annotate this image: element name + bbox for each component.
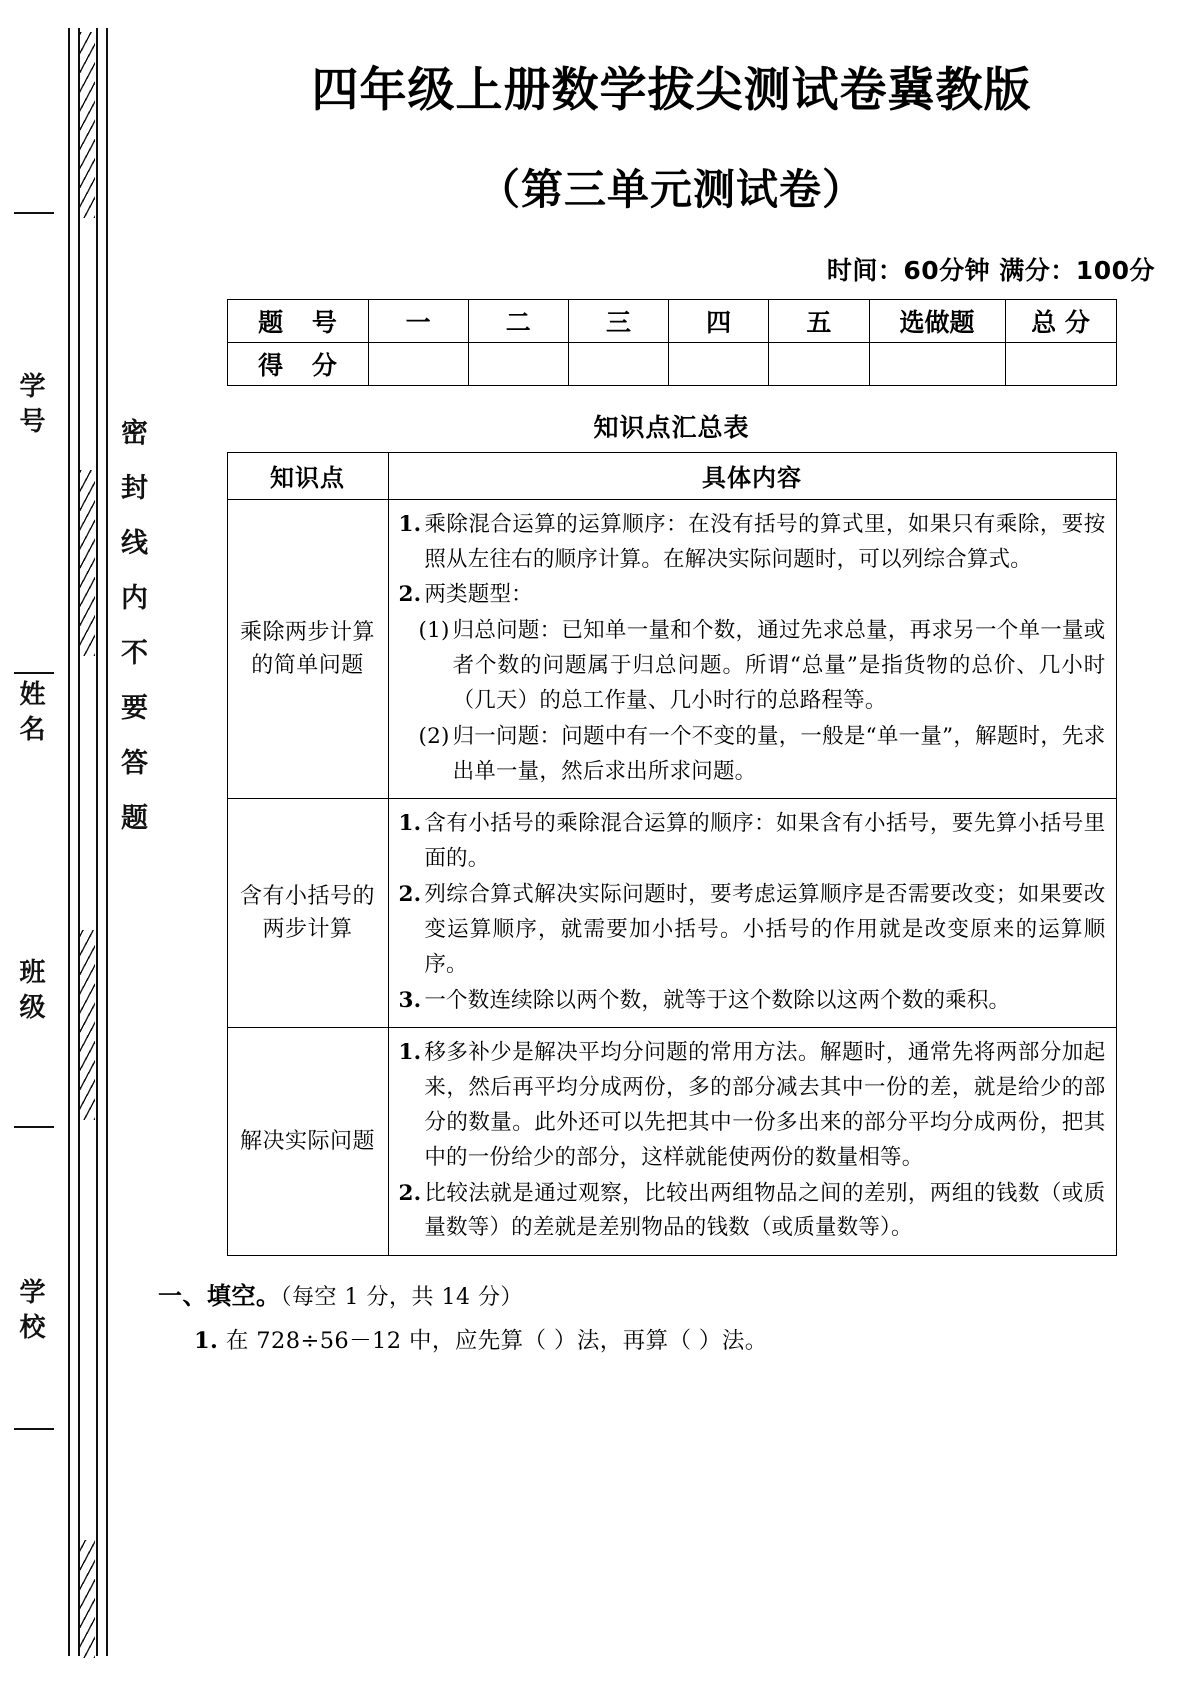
seal-line-notice: 密封线内不要答题 [116,418,147,858]
score-value-2[interactable] [468,342,568,385]
knowledge-table-caption: 知识点汇总表 [593,412,750,442]
item-text: 列综合算式解决实际问题时，要考虑运算顺序是否需要改变；如果要改变运算顺序，就需要加小括号。小括号的作用就是改变原来的运算顺序。 [424,882,1106,977]
knowledge-summary-table [227,452,1117,1257]
item-number: 1. [398,511,422,537]
list-item [399,1036,1106,1175]
seal-binding-strip [0,0,152,1684]
score-value-1[interactable] [368,342,468,385]
seal-rule-3 [96,28,98,1656]
seal-hatch-2 [80,470,95,656]
knowledge-detail [388,499,1116,799]
list-item [399,878,1106,982]
item-number: 2. [398,1180,422,1206]
knowledge-header-topic: 知识点 [227,452,388,499]
item-number: 1. [398,1040,422,1066]
list-item [399,614,1106,718]
item-number: (2) [418,723,450,749]
item-text: 比较法就是通过观察，比较出两组物品之间的差别，两组的钱数（或质量数等）的差就是差别物品的钱数（或质量数等）。 [424,1180,1106,1241]
seal-rule-2 [78,28,80,1656]
score-col-1: 一 [368,299,468,342]
table-row [227,1028,1116,1256]
score-table-row-label-1: 得 分 [227,342,368,385]
score-table-row-label-0: 题 号 [227,299,368,342]
list-item [399,720,1106,790]
item-text: 移多补少是解决平均分问题的常用方法。解题时，通常先将两部分加起来，然后再平均分成两份，多的部分减去其中一份的差，就是给少的部分的数量。此外还可以先把其中一份多出来的部分平均分成两份，把其中的一份给少的部分，这样就能使两份的数量相等。 [424,1040,1106,1170]
class-rule [14,1126,54,1128]
score-col-total: 总 分 [1005,299,1116,342]
seal-rule-4 [106,28,108,1656]
list-item [399,807,1106,877]
question-1 [194,1323,1191,1355]
list-item [399,578,1106,613]
table-row [227,499,1116,799]
student-name-rule [14,672,54,674]
question-number: 1. [194,1328,219,1355]
item-number: 1. [398,811,422,837]
exam-meta: 时间：60分钟 满分：100分 [826,255,1155,285]
knowledge-topic: 解决实际问题 [227,1028,388,1256]
student-name-label: 姓名 [15,680,45,750]
list-item [399,508,1106,578]
seal-hatch-4 [80,1540,95,1658]
item-number: (1) [418,618,450,644]
seal-hatch-3 [80,930,95,1120]
school-rule [14,1428,54,1430]
table-row-question-numbers [227,299,1116,342]
page-subtitle: （第三单元测试卷） [477,164,865,214]
section-points: （每空 1 分，共 14 分） [280,1285,523,1311]
score-col-4: 四 [669,299,769,342]
student-id-label: 学号 [15,372,45,442]
score-table [227,299,1117,386]
table-row-header [227,452,1116,499]
knowledge-topic: 含有小括号的两步计算 [227,799,388,1028]
item-text: 归一问题：问题中有一个不变的量，一般是“单一量”，解题时，先求出单一量，然后求出所求问题。 [452,723,1106,784]
score-value-optional[interactable] [869,342,1005,385]
item-text: 归总问题：已知单一量和个数，通过先求总量，再求另一个单一量或者个数的问题属于归总问题。所谓“总量”是指货物的总价、几小时（几天）的总工作量、几小时行的总路程等。 [452,618,1106,713]
item-text: 一个数连续除以两个数，就等于这个数除以这两个数的乘积。 [424,987,1011,1013]
score-col-2: 二 [468,299,568,342]
score-value-total[interactable] [1005,342,1116,385]
item-text: 乘除混合运算的运算顺序：在没有括号的算式里，如果只有乘除，要按照从左往右的顺序计算。在解决实际问题时，可以列综合算式。 [424,511,1106,572]
student-id-rule [14,212,54,214]
exam-paper [152,0,1191,1684]
knowledge-header-detail: 具体内容 [388,452,1116,499]
item-text: 两类题型： [424,582,533,608]
score-value-5[interactable] [769,342,869,385]
school-label: 学校 [15,1278,45,1348]
score-value-4[interactable] [669,342,769,385]
list-item [399,1177,1106,1247]
question-text[interactable]: 在 728÷56－12 中，应先算（ ）法，再算（ ）法。 [225,1328,768,1355]
score-col-5: 五 [769,299,869,342]
item-number: 3. [398,987,422,1013]
score-value-3[interactable] [568,342,668,385]
score-col-3: 三 [568,299,668,342]
table-row-scores [227,342,1116,385]
item-text: 含有小括号的乘除混合运算的顺序：如果含有小括号，要先算小括号里面的。 [424,811,1106,872]
score-col-optional: 选做题 [869,299,1005,342]
knowledge-detail [388,799,1116,1028]
seal-rule-1 [68,28,70,1656]
list-item [399,984,1106,1019]
knowledge-topic: 乘除两步计算的简单问题 [227,499,388,799]
page-title: 四年级上册数学拔尖测试卷冀教版 [311,63,1032,118]
class-label: 班级 [15,958,45,1028]
knowledge-detail [388,1028,1116,1256]
item-number: 2. [398,582,422,608]
seal-hatch-1 [80,32,95,218]
section-title: 一、填空。 [158,1281,281,1311]
table-row [227,799,1116,1028]
section-heading-fill-in-blanks [158,1276,1191,1311]
item-number: 2. [398,882,422,908]
